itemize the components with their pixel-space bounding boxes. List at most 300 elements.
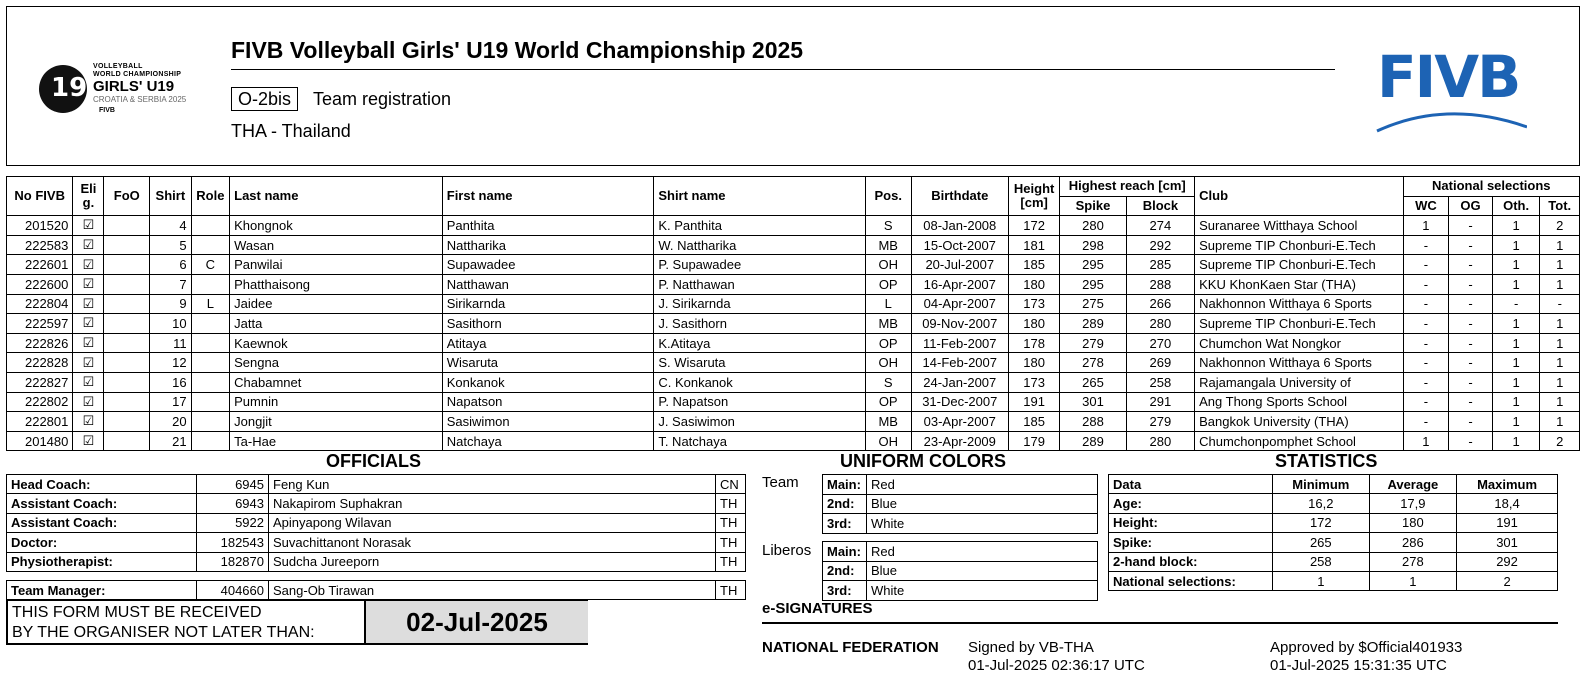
player-oth: 1 — [1492, 255, 1540, 275]
player-tot: 1 — [1540, 392, 1580, 412]
table-row — [7, 255, 1580, 275]
player-wc: - — [1403, 372, 1449, 392]
player-og: - — [1449, 314, 1493, 334]
statistics-title: STATISTICS — [1275, 451, 1378, 471]
player-birthdate: 16-Apr-2007 — [911, 274, 1008, 294]
player-spike: 275 — [1060, 294, 1126, 314]
player-last-name: Ta-Hae — [230, 431, 443, 451]
player-tot: 1 — [1540, 274, 1580, 294]
player-spike: 280 — [1060, 216, 1126, 236]
player-height: 179 — [1009, 431, 1060, 451]
uniform-color: White — [867, 581, 1098, 601]
player-shirt: 12 — [150, 353, 191, 373]
col-wc: WC — [1403, 196, 1449, 216]
player-shirt-name: K. Panthita — [654, 216, 866, 236]
player-block: 280 — [1126, 314, 1194, 334]
player-club: Chumchonpomphet School — [1195, 431, 1403, 451]
player-og: - — [1449, 274, 1493, 294]
col-club: Club — [1195, 177, 1403, 216]
stat-label: 2-hand block: — [1109, 552, 1273, 571]
table-row — [7, 372, 1580, 392]
player-oth: 1 — [1492, 392, 1540, 412]
player-last-name: Khongnok — [230, 216, 443, 236]
table-row — [7, 235, 1580, 255]
player-role: C — [191, 255, 230, 275]
official-row — [7, 513, 746, 532]
official-country: TH — [716, 581, 746, 600]
player-height: 173 — [1009, 294, 1060, 314]
u19-badge-icon: 19 — [39, 65, 87, 113]
player-shirt: 9 — [150, 294, 191, 314]
player-oth: 1 — [1492, 412, 1540, 432]
player-position: MB — [865, 314, 911, 334]
col-role: Role — [191, 177, 230, 216]
player-foo — [104, 353, 150, 373]
official-role: Physiotherapist: — [7, 552, 197, 571]
uniform-color: Red — [867, 475, 1098, 495]
table-row — [7, 294, 1580, 314]
uniform-row — [823, 581, 1098, 601]
col-spike: Spike — [1060, 196, 1126, 216]
official-row — [7, 494, 746, 513]
official-name: Nakapirom Suphakran — [269, 494, 716, 513]
player-fivb-no: 222801 — [7, 412, 73, 432]
col-pos: Pos. — [865, 177, 911, 216]
official-id: 404660 — [197, 581, 269, 600]
col-no-fivb: No FIVB — [7, 177, 73, 216]
stat-maximum: 292 — [1457, 552, 1558, 571]
player-wc: - — [1403, 235, 1449, 255]
stat-average: 1 — [1369, 571, 1457, 590]
player-block: 292 — [1126, 235, 1194, 255]
player-shirt-name: K.Atitaya — [654, 333, 866, 353]
uniform-row — [823, 494, 1098, 514]
player-club: Supreme TIP Chonburi-E.Tech — [1195, 235, 1403, 255]
official-role: Assistant Coach: — [7, 513, 197, 532]
player-block: 280 — [1126, 431, 1194, 451]
stat-minimum: 172 — [1273, 513, 1370, 532]
uniform-row — [823, 542, 1098, 562]
statistics-row — [1109, 552, 1558, 571]
form-name: Team registration — [313, 89, 452, 109]
player-block: 274 — [1126, 216, 1194, 236]
deadline-line1: THIS FORM MUST BE RECEIVED — [12, 604, 262, 621]
officials-title: OFFICIALS — [326, 451, 421, 471]
statistics-row — [1109, 533, 1558, 552]
player-tot: 2 — [1540, 216, 1580, 236]
player-club: Supreme TIP Chonburi-E.Tech — [1195, 255, 1403, 275]
player-fivb-no: 222826 — [7, 333, 73, 353]
player-og: - — [1449, 353, 1493, 373]
col-elig: Eli g. — [73, 177, 104, 216]
player-position: OP — [865, 333, 911, 353]
player-oth: 1 — [1492, 314, 1540, 334]
player-first-name: Konkanok — [442, 372, 654, 392]
e-signatures-title: e-SIGNATURES — [762, 600, 873, 617]
uniform-key: 2nd: — [823, 494, 867, 514]
player-role — [191, 353, 230, 373]
officials-table — [6, 474, 746, 572]
player-oth: 1 — [1492, 274, 1540, 294]
signatures-divider — [762, 622, 1558, 624]
player-tot: 1 — [1540, 353, 1580, 373]
eligibility-check-icon: ☑ — [73, 235, 104, 255]
roster-table — [6, 176, 1580, 451]
eligibility-check-icon: ☑ — [73, 274, 104, 294]
player-foo — [104, 392, 150, 412]
statistics-header: Minimum — [1273, 475, 1370, 494]
player-club: Rajamangala University of — [1195, 372, 1403, 392]
player-last-name: Kaewnok — [230, 333, 443, 353]
player-og: - — [1449, 294, 1493, 314]
uniform-color: White — [867, 514, 1098, 534]
stat-maximum: 2 — [1457, 571, 1558, 590]
signed-at: 01-Jul-2025 02:36:17 UTC — [968, 657, 1145, 674]
player-spike: 279 — [1060, 333, 1126, 353]
player-fivb-no: 201520 — [7, 216, 73, 236]
player-oth: 1 — [1492, 216, 1540, 236]
player-spike: 289 — [1060, 314, 1126, 334]
player-club: Ang Thong Sports School — [1195, 392, 1403, 412]
player-og: - — [1449, 333, 1493, 353]
player-role — [191, 372, 230, 392]
player-first-name: Nattharika — [442, 235, 654, 255]
player-shirt: 7 — [150, 274, 191, 294]
player-last-name: Jaidee — [230, 294, 443, 314]
official-row — [7, 475, 746, 494]
stat-minimum: 16,2 — [1273, 494, 1370, 513]
player-height: 172 — [1009, 216, 1060, 236]
player-birthdate: 20-Jul-2007 — [911, 255, 1008, 275]
player-shirt-name: S. Wisaruta — [654, 353, 866, 373]
approved-by-block — [1270, 639, 1462, 675]
player-height: 185 — [1009, 255, 1060, 275]
eligibility-check-icon: ☑ — [73, 294, 104, 314]
stat-maximum: 191 — [1457, 513, 1558, 532]
player-shirt: 17 — [150, 392, 191, 412]
player-position: OH — [865, 255, 911, 275]
player-wc: - — [1403, 333, 1449, 353]
player-oth: 1 — [1492, 431, 1540, 451]
table-row — [7, 392, 1580, 412]
player-height: 173 — [1009, 372, 1060, 392]
fivb-swoosh-icon — [1367, 47, 1527, 137]
col-tot: Tot. — [1540, 196, 1580, 216]
player-first-name: Panthita — [442, 216, 654, 236]
player-shirt: 16 — [150, 372, 191, 392]
deadline-box — [6, 599, 588, 645]
player-birthdate: 03-Apr-2007 — [911, 412, 1008, 432]
statistics-row — [1109, 571, 1558, 590]
player-last-name: Jongjit — [230, 412, 443, 432]
player-foo — [104, 372, 150, 392]
player-club: Supreme TIP Chonburi-E.Tech — [1195, 314, 1403, 334]
player-oth: - — [1492, 294, 1540, 314]
official-role: Head Coach: — [7, 475, 197, 494]
player-spike: 265 — [1060, 372, 1126, 392]
player-last-name: Jatta — [230, 314, 443, 334]
table-row — [7, 431, 1580, 451]
uniform-color: Red — [867, 542, 1098, 562]
player-foo — [104, 274, 150, 294]
player-oth: 1 — [1492, 235, 1540, 255]
player-club: Nakhonnon Witthaya 6 Sports — [1195, 353, 1403, 373]
player-first-name: Wisaruta — [442, 353, 654, 373]
uniform-color: Blue — [867, 494, 1098, 514]
official-name: Suvachittanont Norasak — [269, 533, 716, 552]
player-position: S — [865, 216, 911, 236]
official-name: Sang-Ob Tirawan — [269, 581, 716, 600]
official-country: TH — [716, 513, 746, 532]
player-tot: 1 — [1540, 333, 1580, 353]
player-height: 191 — [1009, 392, 1060, 412]
uniform-row — [823, 514, 1098, 534]
col-block: Block — [1126, 196, 1194, 216]
player-club: KKU KhonKaen Star (THA) — [1195, 274, 1403, 294]
player-tot: 1 — [1540, 372, 1580, 392]
player-first-name: Napatson — [442, 392, 654, 412]
player-first-name: Natthawan — [442, 274, 654, 294]
player-foo — [104, 431, 150, 451]
championship-logo: 19 VOLLEYBALL WORLD CHAMPIONSHIP GIRLS' U19 CROATIA & SERBIA 2025 FIVB — [39, 59, 219, 123]
player-height: 185 — [1009, 412, 1060, 432]
player-block: 288 — [1126, 274, 1194, 294]
player-oth: 1 — [1492, 333, 1540, 353]
player-fivb-no: 222583 — [7, 235, 73, 255]
player-tot: - — [1540, 294, 1580, 314]
national-federation-label: NATIONAL FEDERATION — [762, 639, 939, 656]
player-last-name: Wasan — [230, 235, 443, 255]
official-country: CN — [716, 475, 746, 494]
player-shirt: 10 — [150, 314, 191, 334]
player-position: OP — [865, 274, 911, 294]
player-position: S — [865, 372, 911, 392]
player-role — [191, 216, 230, 236]
official-row — [7, 552, 746, 571]
player-shirt-name: C. Konkanok — [654, 372, 866, 392]
player-first-name: Sirikarnda — [442, 294, 654, 314]
player-og: - — [1449, 412, 1493, 432]
player-height: 180 — [1009, 353, 1060, 373]
player-tot: 2 — [1540, 431, 1580, 451]
uniform-key: Main: — [823, 475, 867, 495]
player-club: Suranaree Witthaya School — [1195, 216, 1403, 236]
col-shirt-name: Shirt name — [654, 177, 866, 216]
player-fivb-no: 222600 — [7, 274, 73, 294]
uniform-key: 3rd: — [823, 581, 867, 601]
player-role — [191, 274, 230, 294]
team-manager-row — [7, 581, 746, 600]
player-oth: 1 — [1492, 372, 1540, 392]
player-spike: 288 — [1060, 412, 1126, 432]
player-birthdate: 23-Apr-2009 — [911, 431, 1008, 451]
stat-minimum: 265 — [1273, 533, 1370, 552]
player-shirt-name: W. Nattharika — [654, 235, 866, 255]
player-shirt: 4 — [150, 216, 191, 236]
uniform-key: Main: — [823, 542, 867, 562]
player-shirt-name: T. Natchaya — [654, 431, 866, 451]
player-fivb-no: 222601 — [7, 255, 73, 275]
player-foo — [104, 235, 150, 255]
stat-maximum: 301 — [1457, 533, 1558, 552]
col-national-selections: National selections — [1403, 177, 1579, 197]
signed-by-block — [968, 639, 1145, 675]
statistics-header: Data — [1109, 475, 1273, 494]
official-country: TH — [716, 533, 746, 552]
player-wc: - — [1403, 255, 1449, 275]
stat-minimum: 1 — [1273, 571, 1370, 590]
player-role — [191, 235, 230, 255]
player-foo — [104, 412, 150, 432]
approved-by: Approved by $Official401933 — [1270, 639, 1463, 656]
player-tot: 1 — [1540, 412, 1580, 432]
player-fivb-no: 222828 — [7, 353, 73, 373]
player-spike: 289 — [1060, 431, 1126, 451]
uniform-liberos-label: Liberos — [762, 542, 812, 559]
player-fivb-no: 222802 — [7, 392, 73, 412]
player-birthdate: 04-Apr-2007 — [911, 294, 1008, 314]
eligibility-check-icon: ☑ — [73, 314, 104, 334]
player-og: - — [1449, 235, 1493, 255]
official-role: Assistant Coach: — [7, 494, 197, 513]
official-role: Doctor: — [7, 533, 197, 552]
eligibility-check-icon: ☑ — [73, 216, 104, 236]
deadline-date: 02-Jul-2025 — [364, 601, 588, 643]
player-tot: 1 — [1540, 255, 1580, 275]
player-wc: - — [1403, 274, 1449, 294]
stat-label: Spike: — [1109, 533, 1273, 552]
player-wc: 1 — [1403, 216, 1449, 236]
player-position: L — [865, 294, 911, 314]
eligibility-check-icon: ☑ — [73, 372, 104, 392]
player-foo — [104, 216, 150, 236]
official-name: Feng Kun — [269, 475, 716, 494]
player-og: - — [1449, 255, 1493, 275]
player-block: 291 — [1126, 392, 1194, 412]
player-first-name: Sasiwimon — [442, 412, 654, 432]
player-position: OH — [865, 431, 911, 451]
player-wc: - — [1403, 392, 1449, 412]
official-country: TH — [716, 552, 746, 571]
player-role — [191, 431, 230, 451]
player-first-name: Natchaya — [442, 431, 654, 451]
player-role — [191, 412, 230, 432]
player-foo — [104, 333, 150, 353]
uniform-key: 2nd: — [823, 561, 867, 581]
stat-average: 17,9 — [1369, 494, 1457, 513]
player-club: Nakhonnon Witthaya 6 Sports — [1195, 294, 1403, 314]
col-height: Height [cm] — [1009, 177, 1060, 216]
official-row — [7, 533, 746, 552]
player-shirt-name: J. Sirikarnda — [654, 294, 866, 314]
player-shirt: 21 — [150, 431, 191, 451]
player-og: - — [1449, 431, 1493, 451]
player-club: Bangkok University (THA) — [1195, 412, 1403, 432]
player-fivb-no: 222804 — [7, 294, 73, 314]
player-shirt: 5 — [150, 235, 191, 255]
team-uniform-table — [822, 474, 1098, 534]
official-name: Apinyapong Wilavan — [269, 513, 716, 532]
col-oth: Oth. — [1492, 196, 1540, 216]
col-highest-reach: Highest reach [cm] — [1060, 177, 1195, 197]
official-role: Team Manager: — [7, 581, 197, 600]
player-birthdate: 14-Feb-2007 — [911, 353, 1008, 373]
player-role — [191, 392, 230, 412]
statistics-row — [1109, 494, 1558, 513]
player-spike: 295 — [1060, 255, 1126, 275]
player-birthdate: 15-Oct-2007 — [911, 235, 1008, 255]
player-wc: - — [1403, 353, 1449, 373]
stat-average: 286 — [1369, 533, 1457, 552]
player-last-name: Panwilai — [230, 255, 443, 275]
col-foo: FoO — [104, 177, 150, 216]
uniform-team-label: Team — [762, 474, 799, 491]
eligibility-check-icon: ☑ — [73, 255, 104, 275]
player-fivb-no: 222597 — [7, 314, 73, 334]
form-code: O-2bis — [231, 87, 298, 111]
player-height: 178 — [1009, 333, 1060, 353]
official-id: 182870 — [197, 552, 269, 571]
col-birthdate: Birthdate — [911, 177, 1008, 216]
player-first-name: Sasithorn — [442, 314, 654, 334]
uniform-key: 3rd: — [823, 514, 867, 534]
eligibility-check-icon: ☑ — [73, 431, 104, 451]
table-row — [7, 274, 1580, 294]
page-title: FIVB Volleyball Girls' U19 World Championship 2025 — [231, 37, 804, 63]
table-row — [7, 216, 1580, 236]
player-birthdate: 11-Feb-2007 — [911, 333, 1008, 353]
player-shirt-name: J. Sasiwimon — [654, 412, 866, 432]
player-block: 270 — [1126, 333, 1194, 353]
eligibility-check-icon: ☑ — [73, 412, 104, 432]
uniform-row — [823, 475, 1098, 495]
player-spike: 278 — [1060, 353, 1126, 373]
player-shirt: 20 — [150, 412, 191, 432]
stat-label: Height: — [1109, 513, 1273, 532]
uniform-row — [823, 561, 1098, 581]
table-row — [7, 412, 1580, 432]
player-og: - — [1449, 216, 1493, 236]
official-id: 6945 — [197, 475, 269, 494]
player-wc: 1 — [1403, 431, 1449, 451]
uniform-color: Blue — [867, 561, 1098, 581]
player-block: 285 — [1126, 255, 1194, 275]
official-id: 182543 — [197, 533, 269, 552]
stat-minimum: 258 — [1273, 552, 1370, 571]
official-country: TH — [716, 494, 746, 513]
player-foo — [104, 314, 150, 334]
statistics-header-row — [1109, 475, 1558, 494]
eligibility-check-icon: ☑ — [73, 333, 104, 353]
player-block: 269 — [1126, 353, 1194, 373]
player-height: 180 — [1009, 314, 1060, 334]
player-last-name: Pumnin — [230, 392, 443, 412]
deadline-line2: BY THE ORGANISER NOT LATER THAN: — [12, 624, 315, 641]
player-spike: 298 — [1060, 235, 1126, 255]
table-row — [7, 314, 1580, 334]
player-last-name: Sengna — [230, 353, 443, 373]
eligibility-check-icon: ☑ — [73, 353, 104, 373]
player-wc: - — [1403, 412, 1449, 432]
official-id: 5922 — [197, 513, 269, 532]
player-first-name: Supawadee — [442, 255, 654, 275]
signed-by: Signed by VB-THA — [968, 639, 1094, 656]
player-shirt: 11 — [150, 333, 191, 353]
eligibility-check-icon: ☑ — [73, 392, 104, 412]
table-row — [7, 353, 1580, 373]
col-last-name: Last name — [230, 177, 443, 216]
title-divider — [231, 69, 1335, 70]
